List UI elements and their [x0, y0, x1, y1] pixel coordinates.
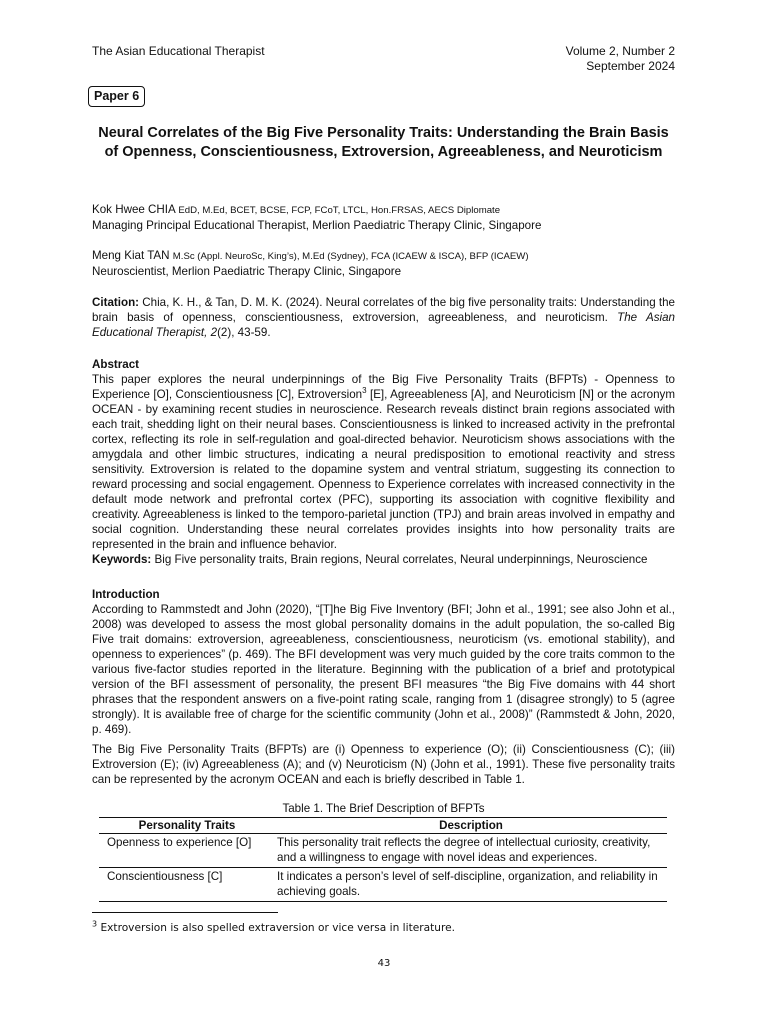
author-1-name: Kok Hwee CHIA: [92, 203, 176, 216]
bfpt-table: [99, 817, 667, 902]
author-2-affiliation: Neuroscientist, Merlion Paediatric Therapy Clinic, Singapore: [92, 265, 402, 278]
footnote-text: Extroversion is also spelled extraversion or vice versa in literature.: [97, 922, 455, 934]
footnote-divider: [92, 912, 278, 913]
table-cell-trait: Openness to experience [O]: [99, 834, 275, 868]
footnote: [92, 919, 455, 934]
footnote-ref[interactable]: 3: [362, 386, 367, 396]
citation-volume: 2: [210, 326, 218, 339]
journal-name: The Asian Educational Therapist: [92, 44, 265, 58]
table-header-description: Description: [275, 818, 667, 834]
citation-text: Chia, K. H., & Tan, D. M. K. (2024). Neural correlates of the big five personality traits: Understanding the brain basis of openness, conscientiousness, extroversion, agreeableness, and neuroticism.: [92, 296, 675, 324]
author-2-credentials: M.Sc (Appl. NeuroSc, King’s), M.Ed (Sydney), FCA (ICAEW & ISCA), BFP (ICAEW): [172, 251, 529, 262]
introduction-heading: Introduction: [92, 588, 160, 601]
keywords-text: Big Five personality traits, Brain regions, Neural correlates, Neural underpinnings, Neuroscience: [154, 553, 648, 566]
introduction-paragraph-2: The Big Five Personality Traits (BFPTs) are (i) Openness to experience (O); (ii) Conscientiousness (C); (iii) Extroversion (E); (iv) Agreeableness (A); and (v) Neuroticism (N) (John et al., 1991). These five personality traits can be represented by the acronym OCEAN and each is briefly described in Table 1.: [92, 743, 675, 786]
citation-issue-pages: (2), 43-59.: [217, 326, 271, 339]
issue-info: [566, 44, 675, 74]
keywords-label: Keywords:: [92, 553, 152, 566]
author-2-name: Meng Kiat TAN: [92, 249, 170, 262]
introduction-section: [92, 587, 675, 737]
introduction-paragraph-2-wrap: [92, 742, 675, 787]
volume-number: Volume 2, Number 2: [565, 44, 675, 58]
paper-label-badge: Paper 6: [88, 86, 145, 107]
abstract-heading: Abstract: [92, 358, 140, 371]
table-cell-trait: Conscientiousness [C]: [99, 868, 275, 902]
table-cell-description: It indicates a person’s level of self-discipline, organization, and reliability in achieving goals.: [275, 868, 667, 902]
paper-title: Neural Correlates of the Big Five Personality Traits: Understanding the Brain Basis of Openness, Conscientiousness, Extroversion, Agreeableness, and Neuroticism: [98, 125, 669, 160]
author-1-affiliation: Managing Principal Educational Therapist, Merlion Paediatric Therapy Clinic, Singapore: [92, 219, 542, 232]
introduction-paragraph-1: According to Rammstedt and John (2020), “[T]he Big Five Inventory (BFI; John et al., 1991; see also John et al., 2008) was developed to assess the most global personality domains in the adult population, the so-called Big Five trait domains: extroversion, agreeableness, conscientiousness, neuroticism (vs. emotional stability), and openness to experiences” (p. 469). The BFI development was very much guided by the core traits common to the various five-factor studies reported in the literature. Beginning with the publication of a brief and prototypical version of the BFI assessment of personality, the present BFI measures “the Big Five domains with 44 short phrases that the respondent answers on a five-point rating scale, ranging from 1 (disagree strongly) to 5 (agree strongly). It is available free of charge for the scientific community (John et al., 2008)” (Rammstedt & John, 2020, p. 469).: [92, 603, 675, 736]
author-2: [92, 248, 675, 279]
table-header-traits: Personality Traits: [99, 818, 275, 834]
author-1-credentials: EdD, M.Ed, BCET, BCSE, FCP, FCoT, LTCL, Hon.FRSAS, AECS Diplomate: [178, 205, 501, 216]
abstract-section: [92, 357, 675, 567]
table-row: [99, 834, 667, 868]
footnote-mark: 3: [92, 919, 98, 929]
table-row: [99, 868, 667, 902]
abstract-text: This paper explores the neural underpinnings of the Big Five Personality Traits (BFPTs) - Openness to Experience [O], Conscientiousness [C], Extroversion$^3$ [E], Agreeableness [A], and Neuroticism [N] or the acronym OCEAN - by examining recent studies in neuroscience. Research reveals distinct brain regions associated with each trait, shedding light on their neural bases. Conscientiousness is linked to increased activity in the prefrontal cortex, reflecting its role in self-regulation and goal-directed behavior. Neuroticism shows associations with the amygdala and other limbic structures, indicating a neural predisposition to emotional reactivity and stress sensitivity. Extroversion is related to the dopamine system and ventral striatum, suggesting its connection to reward processing and social engagement. Openness to Experience correlates with increased connectivity in the default mode network and prefrontal cortex (PFC), supporting its association with cognitive flexibility and creativity. Agreeableness is linked to the temporo-parietal junction (TPJ) and brain areas involved in empathy and social cognition. Understanding these neural correlates provides insights into how personality traits are represented in the brain and influence behavior.: [92, 373, 675, 551]
citation-block: [92, 295, 675, 340]
table-caption: Table 1. The Brief Description of BFPTs: [282, 802, 485, 815]
citation-label: Citation:: [92, 296, 140, 309]
keywords-line: [92, 552, 675, 567]
citation-journal: The Asian Educational Therapist,: [92, 311, 675, 339]
table-cell-description: This personality trait reflects the degree of intellectual curiosity, creativity, and a willingness to engage with novel ideas and experiences.: [275, 834, 667, 868]
page-number: 43: [377, 958, 391, 969]
issue-date: September 2024: [586, 59, 675, 73]
author-1: [92, 202, 675, 233]
